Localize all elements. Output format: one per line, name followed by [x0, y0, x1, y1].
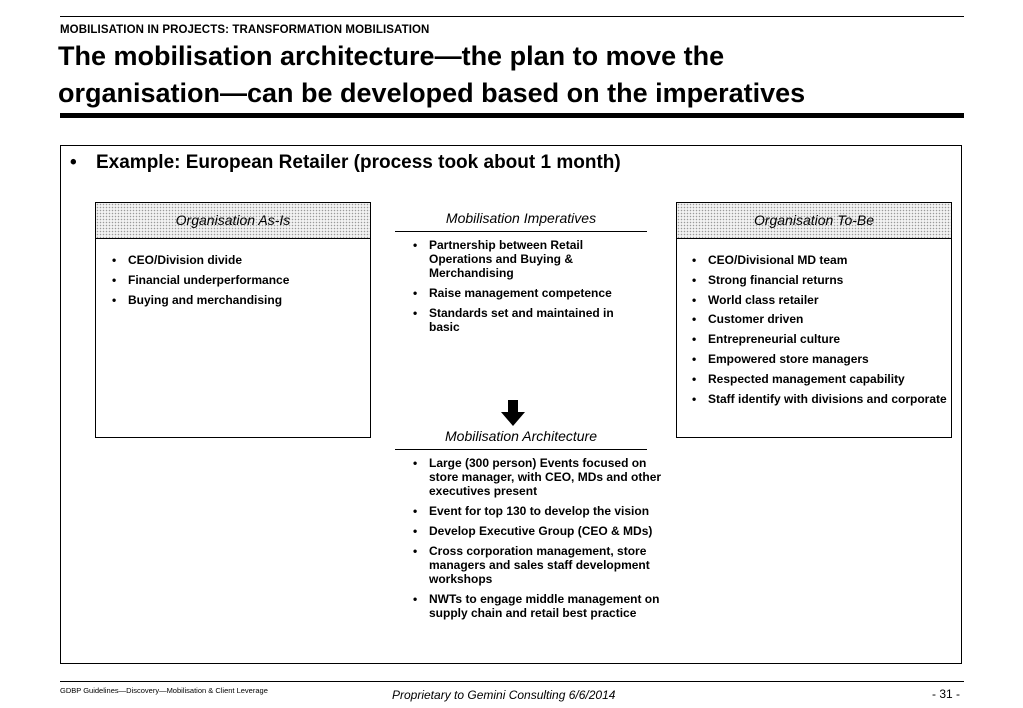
architecture-list [407, 456, 669, 626]
section-label: MOBILISATION IN PROJECTS: TRANSFORMATION MOBILISATION [60, 24, 430, 36]
to-be-header [677, 203, 951, 239]
imperatives-list [407, 238, 639, 340]
page-title [58, 38, 978, 112]
example-text: Example: European Retailer (process took about 1 month) [96, 152, 621, 173]
architecture-title: Mobilisation Architecture [445, 428, 597, 444]
title-line-2: organisation—can be developed based on the imperatives [58, 78, 806, 108]
page-number: - 31 - [932, 687, 961, 701]
list-item: • Strong financial returns [686, 273, 948, 287]
title-line-1: The mobilisation architecture—the plan to move the [58, 41, 725, 71]
as-is-header [96, 203, 370, 239]
list-item: • Financial underperformance [106, 273, 366, 287]
list-item: • World class retailer [686, 293, 948, 307]
list-item: • Respected management capability [686, 372, 948, 386]
as-is-box [95, 202, 371, 438]
list-item: • Develop Executive Group (CEO & MDs) [407, 524, 669, 538]
title-rule [60, 113, 964, 118]
imperatives-title: Mobilisation Imperatives [445, 210, 597, 226]
list-item: • Partnership between Retail Operations and Buying & Merchandising [407, 238, 639, 280]
down-arrow-icon [500, 400, 526, 426]
list-item: • Empowered store managers [686, 352, 948, 366]
to-be-list [686, 253, 948, 411]
footer-proprietary: Proprietary to Gemini Consulting 6/6/2014 [392, 688, 616, 702]
example-bullet: • [70, 152, 77, 173]
list-item: • Event for top 130 to develop the vision [407, 504, 669, 518]
as-is-list [106, 253, 366, 313]
list-item: • CEO/Division divide [106, 253, 366, 267]
list-item: • Raise management competence [407, 286, 639, 300]
list-item: • Buying and merchandising [106, 293, 366, 307]
list-item: • Large (300 person) Events focused on store manager, with CEO, MDs and other executives present [407, 456, 669, 498]
footer-rule [60, 681, 964, 682]
list-item: • NWTs to engage middle management on supply chain and retail best practice [407, 592, 669, 620]
top-rule [60, 16, 964, 17]
list-item: • Customer driven [686, 312, 948, 326]
imperatives-rule [395, 231, 647, 232]
to-be-title: Organisation To-Be [753, 212, 875, 228]
footer-source: GDBP Guidelines—Discovery—Mobilisation & Client Leverage [60, 686, 268, 695]
architecture-rule [395, 449, 647, 450]
list-item: • Standards set and maintained in basic [407, 306, 639, 334]
example-heading [70, 152, 621, 174]
list-item: • Entrepreneurial culture [686, 332, 948, 346]
list-item: • Staff identify with divisions and corporate [686, 392, 948, 406]
list-item: • CEO/Divisional MD team [686, 253, 948, 267]
as-is-title: Organisation As-Is [175, 212, 291, 228]
list-item: • Cross corporation management, store managers and sales staff development workshops [407, 544, 669, 586]
